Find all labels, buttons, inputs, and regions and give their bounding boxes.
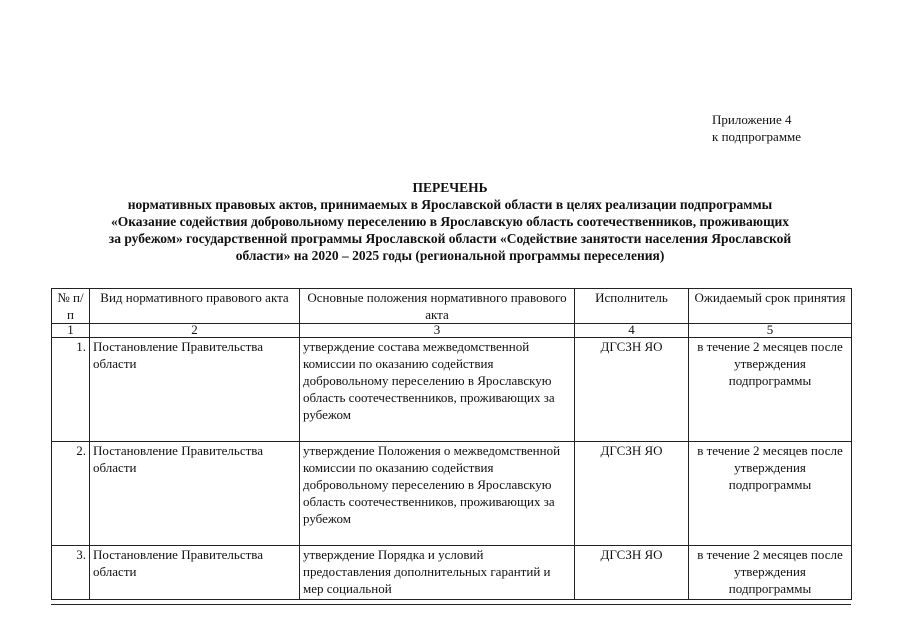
heading-line-3: за рубежом» государственной программы Ярославской области «Содействие занятости населения Ярославской	[108, 231, 792, 246]
heading-line-2: «Оказание содействия добровольному переселению в Ярославскую область соотечественников, проживающих	[110, 214, 790, 229]
row-provisions: утверждение Положения о межведомственной комиссии по оказанию содействия добровольному переселению в Ярославскую область соотечественников, проживающих за рубежом	[300, 442, 575, 546]
table-bottom-border	[51, 604, 851, 605]
column-number: 2	[90, 324, 300, 338]
row-provisions: утверждение Порядка и условий предоставления дополнительных гарантий и мер социальной	[300, 546, 575, 600]
header-provisions: Основные положения нормативного правового акта	[300, 289, 575, 324]
row-act-type: Постановление Правительства области	[90, 338, 300, 442]
row-number: 3.	[52, 546, 90, 600]
column-number: 4	[575, 324, 689, 338]
document-heading	[45, 179, 855, 264]
row-executor: ДГСЗН ЯО	[575, 338, 689, 442]
appendix-line-1: Приложение 4	[712, 112, 792, 127]
header-executor: Исполнитель	[575, 289, 689, 324]
row-executor: ДГСЗН ЯО	[575, 442, 689, 546]
column-number-row	[52, 324, 852, 338]
row-term: в течение 2 месяцев после утверждения подпрограммы	[689, 546, 852, 600]
table-row	[52, 442, 852, 546]
column-number: 1	[52, 324, 90, 338]
row-act-type: Постановление Правительства области	[90, 546, 300, 600]
appendix-line-2: к подпрограмме	[712, 129, 802, 144]
appendix-note	[712, 111, 801, 145]
heading-title: ПЕРЕЧЕНЬ	[412, 180, 488, 195]
header-term: Ожидаемый срок принятия	[689, 289, 852, 324]
heading-line-4: области» на 2020 – 2025 годы (региональной программы переселения)	[235, 248, 665, 263]
table-row	[52, 338, 852, 442]
column-number: 5	[689, 324, 852, 338]
row-provisions: утверждение состава межведомственной комиссии по оказанию содействия добровольному переселению в Ярославскую область соотечественников, проживающих за рубежом	[300, 338, 575, 442]
row-executor: ДГСЗН ЯО	[575, 546, 689, 600]
page-bottom-margin	[0, 606, 905, 640]
heading-line-1: нормативных правовых актов, принимаемых в Ярославской области в целях реализации подпрограммы	[127, 197, 773, 212]
header-act-type: Вид нормативного правового акта	[90, 289, 300, 324]
row-term: в течение 2 месяцев после утверждения подпрограммы	[689, 442, 852, 546]
header-number: № п/п	[52, 289, 90, 324]
row-act-type: Постановление Правительства области	[90, 442, 300, 546]
row-number: 2.	[52, 442, 90, 546]
row-number: 1.	[52, 338, 90, 442]
table-row	[52, 546, 852, 600]
row-term: в течение 2 месяцев после утверждения подпрограммы	[689, 338, 852, 442]
table-header-row	[52, 289, 852, 324]
column-number: 3	[300, 324, 575, 338]
acts-table	[51, 288, 852, 600]
